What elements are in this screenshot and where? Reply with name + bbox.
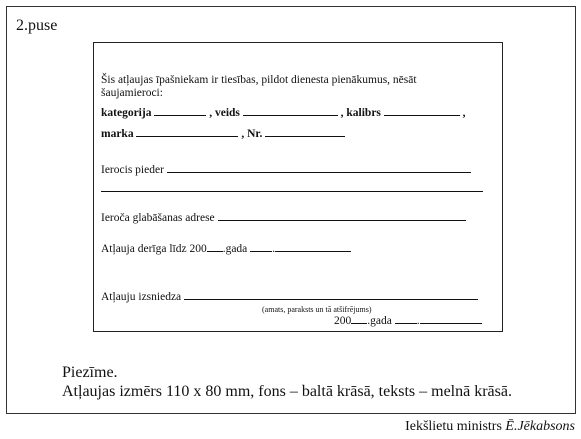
issued-by-row <box>101 289 478 304</box>
page-label: 2.puse <box>16 17 58 34</box>
marka-blank[interactable] <box>136 126 238 137</box>
nr-blank[interactable] <box>265 126 345 137</box>
valid-gada: .gada <box>222 243 248 255</box>
issue-year-blank[interactable] <box>351 313 367 324</box>
issue-date-row <box>334 313 482 328</box>
storage-address-blank[interactable] <box>218 210 466 221</box>
valid-until-prefix: Atļauja derīga līdz 200 <box>101 243 207 255</box>
issue-gada: .gada <box>367 315 392 327</box>
signature-caption: (amats, paraksts un tā atšifrējums) <box>262 305 372 314</box>
valid-dot: . <box>272 243 276 255</box>
owner-blank-line-2[interactable] <box>101 191 483 192</box>
kategorija-label: kategorija <box>101 107 152 119</box>
weapon-fields-row-1 <box>101 105 466 120</box>
owner-blank[interactable] <box>167 162 471 173</box>
veids-blank[interactable] <box>243 105 338 116</box>
note-text: Atļaujas izmērs 110 x 80 mm, fons – baltā krāsā, teksts – melnā krāsā. <box>62 383 512 400</box>
issue-month-blank[interactable] <box>420 313 482 324</box>
kategorija-blank[interactable] <box>154 105 206 116</box>
minister-title: Iekšlietu ministrs <box>405 419 502 434</box>
issued-by-blank[interactable] <box>184 289 478 300</box>
minister-signature <box>405 419 575 435</box>
marka-label: marka <box>101 128 134 140</box>
nr-label: , Nr. <box>241 128 263 140</box>
glabasanas-adrese-label: Ieroča glabāšanas adrese <box>101 212 215 224</box>
minister-name: Ē.Jēkabsons <box>505 419 575 434</box>
valid-until-row <box>101 241 351 256</box>
comma: , <box>462 107 466 119</box>
storage-address-row <box>101 210 466 225</box>
valid-month-blank[interactable] <box>275 241 351 252</box>
issue-dot: . <box>416 315 420 327</box>
issue-date-prefix: 200 <box>334 315 352 327</box>
issue-day-blank[interactable] <box>395 313 417 324</box>
kalibrs-label: , kalibrs <box>340 107 381 119</box>
note-heading: Piezīme. <box>62 364 118 381</box>
intro-line-2: šaujamieroci: <box>101 87 163 99</box>
kalibrs-blank[interactable] <box>384 105 460 116</box>
izsniedza-label: Atļauju izsniedza <box>101 291 182 303</box>
valid-year-blank[interactable] <box>207 241 223 252</box>
intro-line-1: Šis atļaujas īpašniekam ir tiesības, pildot dienesta pienākumus, nēsāt <box>101 74 417 86</box>
permit-card <box>93 42 503 332</box>
valid-day-blank[interactable] <box>250 241 272 252</box>
veids-label: , veids <box>209 107 240 119</box>
weapon-fields-row-2 <box>101 126 345 141</box>
owner-row <box>101 162 471 177</box>
ierocis-pieder-label: Ierocis pieder <box>101 164 164 176</box>
